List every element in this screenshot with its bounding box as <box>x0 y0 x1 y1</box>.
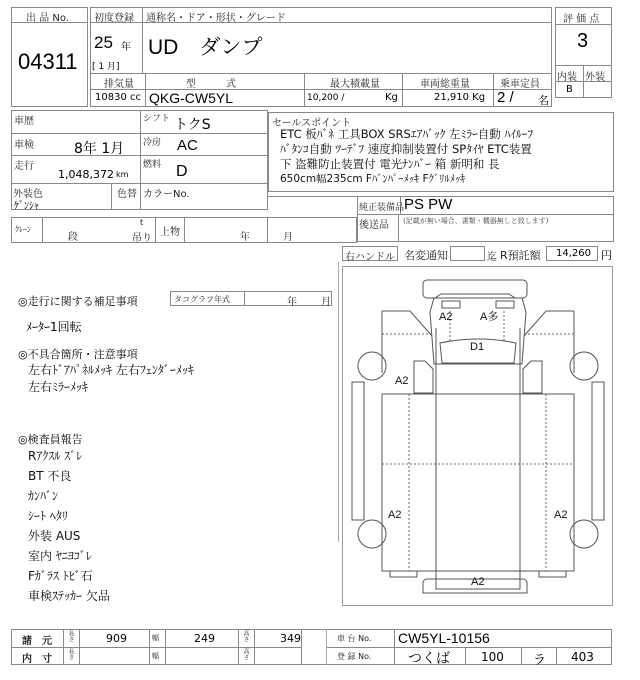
inspector-item: Rｱｸｽﾙ ｽﾞﾚ <box>28 449 83 463</box>
reg-no-label: 登 録 No. <box>337 652 372 661</box>
shift-value: トクS <box>174 117 211 133</box>
fuel-value: D <box>176 163 188 180</box>
mileage-unit: km <box>116 170 129 179</box>
cargo-bed <box>382 394 574 571</box>
model-value: QKG-CW5YL <box>149 90 234 106</box>
color-change-label: 色替 <box>117 189 137 200</box>
first-reg-label: 初度登録 <box>94 13 134 24</box>
damage-mark: A2 <box>471 576 485 588</box>
name-change-suffix: 迄 <box>487 252 497 263</box>
score-value: 3 <box>577 30 589 52</box>
gross-weight-label: 車両総重量 <box>420 79 470 90</box>
inspector-item: Fｶﾞﾗｽ ﾄﾋﾞ石 <box>28 569 93 583</box>
chassis-no-label: 車 台 No. <box>337 634 372 643</box>
vehicle-name: UD ダンプ <box>148 36 263 59</box>
right-door-window <box>523 361 542 393</box>
exterior-label: 外装 <box>585 72 605 83</box>
right-handle-label: 右ハンドル <box>345 252 395 263</box>
right-headlight <box>496 301 514 308</box>
color-no-label: カラーNo. <box>143 189 190 200</box>
sales-point-line: ﾊﾞﾀﾝｺ自動 ﾂｰﾃﾞﾌ 速度抑制装置付 SPﾀｲﾔ ETC装置 <box>280 142 532 156</box>
name-change-field <box>450 246 485 261</box>
interior-grade: B <box>566 84 573 95</box>
crane-label: ｸﾚｰﾝ <box>15 225 31 234</box>
inspector-item: ｶﾝﾊﾞﾝ <box>28 489 59 503</box>
inspector-item: BT 不良 <box>28 469 72 483</box>
inspector-item: 車検ｽﾃｯｶｰ 欠品 <box>28 589 110 603</box>
lot-number: 04311 <box>18 49 78 74</box>
left-step <box>352 382 364 520</box>
max-load-label: 最大積載量 <box>330 79 380 90</box>
tacho-year: 年 <box>287 297 297 308</box>
front-bumper-shape <box>423 280 527 298</box>
later-items-note: (記載が無い場合、書類・機器無しと致します) <box>403 217 549 225</box>
ac-label: 冷房 <box>143 138 162 148</box>
first-reg-month: [ 1 月] <box>92 62 120 72</box>
reg-class: 100 <box>481 650 504 664</box>
inspector-item: ｼｰﾄ ﾍﾀﾘ <box>28 509 68 523</box>
sales-point-line: 下 盗難防止装置付 電光ﾅﾝﾊﾞｰ 箱 新明和 長 <box>280 157 500 171</box>
chassis-no: CW5YL-10156 <box>398 630 490 646</box>
inspector-report-list <box>28 446 110 606</box>
shift-label: シフト <box>143 114 171 124</box>
inspection-label: 車検 <box>14 140 34 151</box>
reg-area: つくば <box>408 651 450 667</box>
spec-height: 349 <box>280 632 301 645</box>
later-items-label: 後送品 <box>359 220 389 231</box>
max-load-unit: Kg <box>385 92 398 103</box>
damage-mark: D1 <box>470 341 485 353</box>
body-label: 上物 <box>160 227 180 238</box>
inspector-item: 室内 ﾔﾆﾖｺﾞﾚ <box>28 549 92 563</box>
history-label: 車歴 <box>14 116 34 127</box>
recycle-label: R預託額 <box>500 249 541 262</box>
genuine-equipment-value: PS PW <box>404 196 453 213</box>
body-month-box <box>268 217 357 243</box>
damage-mark: A2 <box>554 509 568 521</box>
defect-item: 左右ﾐﾗｰﾒｯｷ <box>28 380 89 394</box>
inner-dims-label: 内 寸 <box>22 654 52 665</box>
color-value: ｹﾞﾝｼｬ <box>14 201 39 212</box>
fuel-label: 燃料 <box>143 160 162 170</box>
inspector-report-title: ◎検査員報告 <box>18 433 83 446</box>
spec-length-label: 長さ <box>67 630 74 642</box>
damage-mark: A2 <box>395 375 409 387</box>
ac-value: AC <box>177 137 198 154</box>
displacement-value: 10830 cc <box>95 92 141 103</box>
spec-width-label: 幅 <box>152 634 159 642</box>
capacity-label: 乗車定員 <box>500 79 540 90</box>
first-reg-year-unit: 年 <box>121 42 131 53</box>
reg-number: 403 <box>571 650 594 664</box>
sales-points-label: セールスポイント <box>272 118 352 129</box>
spec-height-label: 高さ <box>242 630 249 642</box>
spec-width: 249 <box>194 632 215 645</box>
model-label: 型 式 <box>186 79 236 90</box>
gross-weight-value: 21,910 Kg <box>434 92 486 103</box>
yen-unit: 円 <box>601 249 612 262</box>
rear-right-mudflap <box>539 571 566 577</box>
left-headlight <box>442 301 460 308</box>
body-month: 月 <box>283 232 293 243</box>
right-step <box>592 382 604 520</box>
interior-label: 内装 <box>557 72 577 83</box>
genuine-equipment-label: 純正装備品 <box>359 203 405 213</box>
body-year: 年 <box>240 232 250 243</box>
sales-point-line: 650cm幅235cm Fﾊﾞﾝﾊﾟｰﾒｯｷ Fｸﾞﾘﾙﾒｯｷ <box>280 173 466 185</box>
driving-notes-title: ◎走行に関する補足事項 <box>18 295 138 308</box>
damage-mark: A多 <box>480 311 499 323</box>
specs-label: 諸 元 <box>22 636 52 647</box>
defects-title: ◎不具合箇所・注意事項 <box>18 348 138 361</box>
damage-mark: A2 <box>388 509 402 521</box>
tacho-month: 月 <box>321 297 331 308</box>
color-label: 外装色 <box>13 189 43 200</box>
truck-diagram <box>342 266 613 606</box>
left-door-window <box>414 361 433 393</box>
rear-left-mudflap <box>390 571 417 577</box>
driving-note-item: ﾒｰﾀｰ1回転 <box>26 320 82 334</box>
vehicle-name-label: 通称名・ドア・形状・グレード <box>146 13 286 24</box>
tacho-label: タコグラフ年式 <box>174 295 230 304</box>
capacity-unit: 名 <box>538 94 549 107</box>
inner-width-label: 幅 <box>152 652 159 660</box>
displacement-label: 排気量 <box>104 79 134 90</box>
defects-list <box>28 362 194 396</box>
inspection-value: 8年 1月 <box>74 141 125 157</box>
name-change-label: 名変通知 <box>404 249 448 262</box>
inspector-item: 外装 AUS <box>28 529 81 543</box>
crane-stage: 段 <box>68 232 78 243</box>
first-reg-year: 25 <box>94 33 113 52</box>
recycle-amount: 14,260 <box>556 248 591 259</box>
sales-points-text <box>280 127 533 187</box>
mileage-label: 走行 <box>14 161 34 172</box>
sales-point-line: ETC 板ﾊﾞﾈ 工具BOX SRSｴｱﾊﾞｯｸ 左ﾐﾗｰ自動 ﾊｲﾙｰﾌ <box>280 127 534 141</box>
crane-t: t <box>140 218 144 227</box>
capacity-value: 2 / <box>497 89 514 106</box>
max-load-value: 10,200 / <box>307 93 345 103</box>
inner-length-label: 長さ <box>67 648 74 660</box>
defect-item: 左右ﾄﾞｱﾊﾟﾈﾙﾒｯｷ 左右ﾌｪﾝﾀﾞｰﾒｯｷ <box>28 363 194 377</box>
lot-no-label: 出 品 No. <box>26 13 69 24</box>
reg-kana: ラ <box>533 653 547 668</box>
inner-height-label: 高さ <box>242 648 249 660</box>
score-label: 評 価 点 <box>563 14 600 25</box>
crane-hang: 吊り <box>132 233 152 244</box>
spec-length: 909 <box>106 632 127 645</box>
damage-mark: A2 <box>439 311 453 323</box>
mileage-value: 1,048,372 <box>58 168 114 181</box>
